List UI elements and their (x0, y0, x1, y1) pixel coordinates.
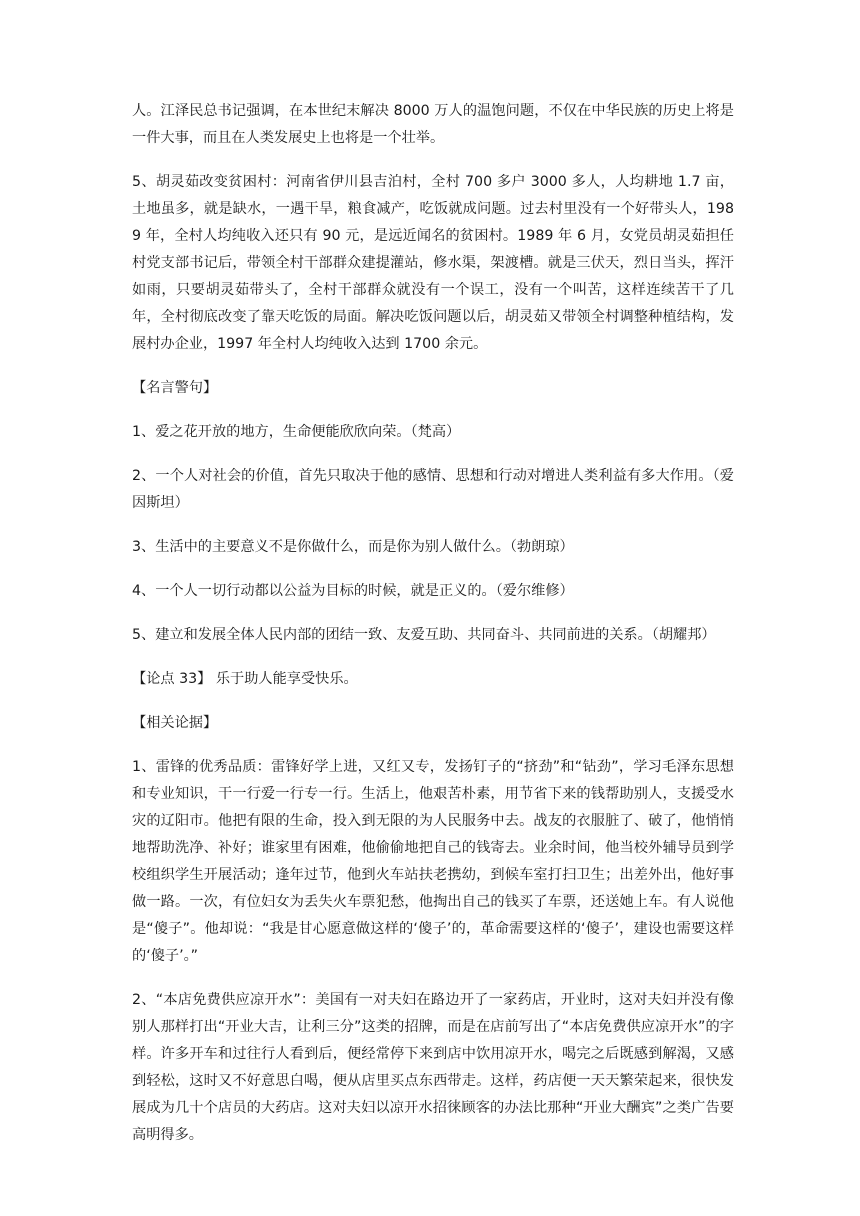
hu-linru-paragraph: 5、胡灵茹改变贫困村：河南省伊川县吉泊村，全村 700 多户 3000 多人，人均耕地 1.7 亩，土地虽多，就是缺水，一遇干旱，粮食减产，吃饭就成问题。过去村里没有一个好带头人，1989 年，全村人均纯收入还只有 90 元，是远近闻名的贫困村。1989 年 6 月，女党员胡灵茹担任村党支部书记后，带领全村干部群众建提灌站，修水渠，架渡槽。就是三伏天，烈日当头，挥汗如雨，只要胡灵茹带头了，全村干部群众就没有一个误工，没有一个叫苦，这样连续苦干了几年，全村彻底改变了靠天吃饭的局面。解决吃饭问题以后，胡灵茹又带领全村调整种植结构，发展村办企业，1997 年全村人均纯收入达到 1700 余元。 (132, 174, 734, 352)
evidence-heading: 【相关论据】 (132, 715, 218, 731)
quotes-heading: 【名言警句】 (132, 380, 218, 396)
intro-paragraph: 人。江泽民总书记强调，在本世纪末解决 8000 万人的温饱问题，不仅在中华民族的历史上将是一件大事，而且在人类发展史上也将是一个壮举。 (132, 103, 734, 146)
quote-item: 3、生活中的主要意义不是你做什么，而是你为别人做什么。（勃朗琼） (132, 539, 574, 555)
cold-water-paragraph: 2、“本店免费供应凉开水”：美国有一对夫妇在路边开了一家药店，开业时，这对夫妇并没有像别人那样打出“开业大吉，让利三分”这类的招牌，而是在店前写出了“本店免费供应凉开水”的字样。许多开车和过往行人看到后，便经常停下来到店中饮用凉开水，喝完之后既感到解渴，又感到轻松，这时又不好意思白喝，便从店里买点东西带走。这样，药店便一天天繁荣起来，很快发展成为几十个店员的大药店。这对夫妇以凉开水招徕顾客的办法比那种“开业大酬宾”之类广告要高明得多。 (132, 992, 734, 1143)
leifeng-paragraph: 1、雷锋的优秀品质：雷锋好学上进，又红又专，发扬钉子的“挤劲”和“钻劲”，学习毛泽东思想和专业知识，干一行爱一行专一行。生活上，他艰苦朴素，用节省下来的钱帮助别人，支援受水灾的辽阳市。他把有限的生命，投入到无限的为人民服务中去。战友的衣服脏了、破了，他悄悄地帮助洗净、补好；谁家里有困难，他偷偷地把自己的钱寄去。业余时间，他当校外辅导员到学校组织学生开展活动；逢年过节，他到火车站扶老携幼，到候车室打扫卫生；出差外出，他好事做一路。一次，有位妇女为丢失火车票犯愁，他掏出自己的钱买了车票，还送她上车。有人说他是“傻子”。他却说：“我是甘心愿意做这样的‘傻子’的，革命需要这样的‘傻子’，建设也需要这样的‘傻子’。” (132, 759, 734, 964)
document-page (132, 98, 734, 1166)
quote-item: 5、建立和发展全体人民内部的团结一致、友爱互助、共同奋斗、共同前进的关系。（胡耀邦） (132, 627, 716, 643)
argument-heading: 【论点 33】 乐于助人能享受快乐。 (132, 671, 358, 687)
quote-item: 4、一个人一切行动都以公益为目标的时候，就是正义的。（爱尔维修） (132, 583, 574, 599)
quote-item: 2、一个人对社会的价值，首先只取决于他的感情、思想和行动对增进人类利益有多大作用。（爱因斯坦） (132, 468, 734, 511)
quote-item: 1、爱之花开放的地方，生命便能欣欣向荣。（梵高） (132, 424, 461, 440)
